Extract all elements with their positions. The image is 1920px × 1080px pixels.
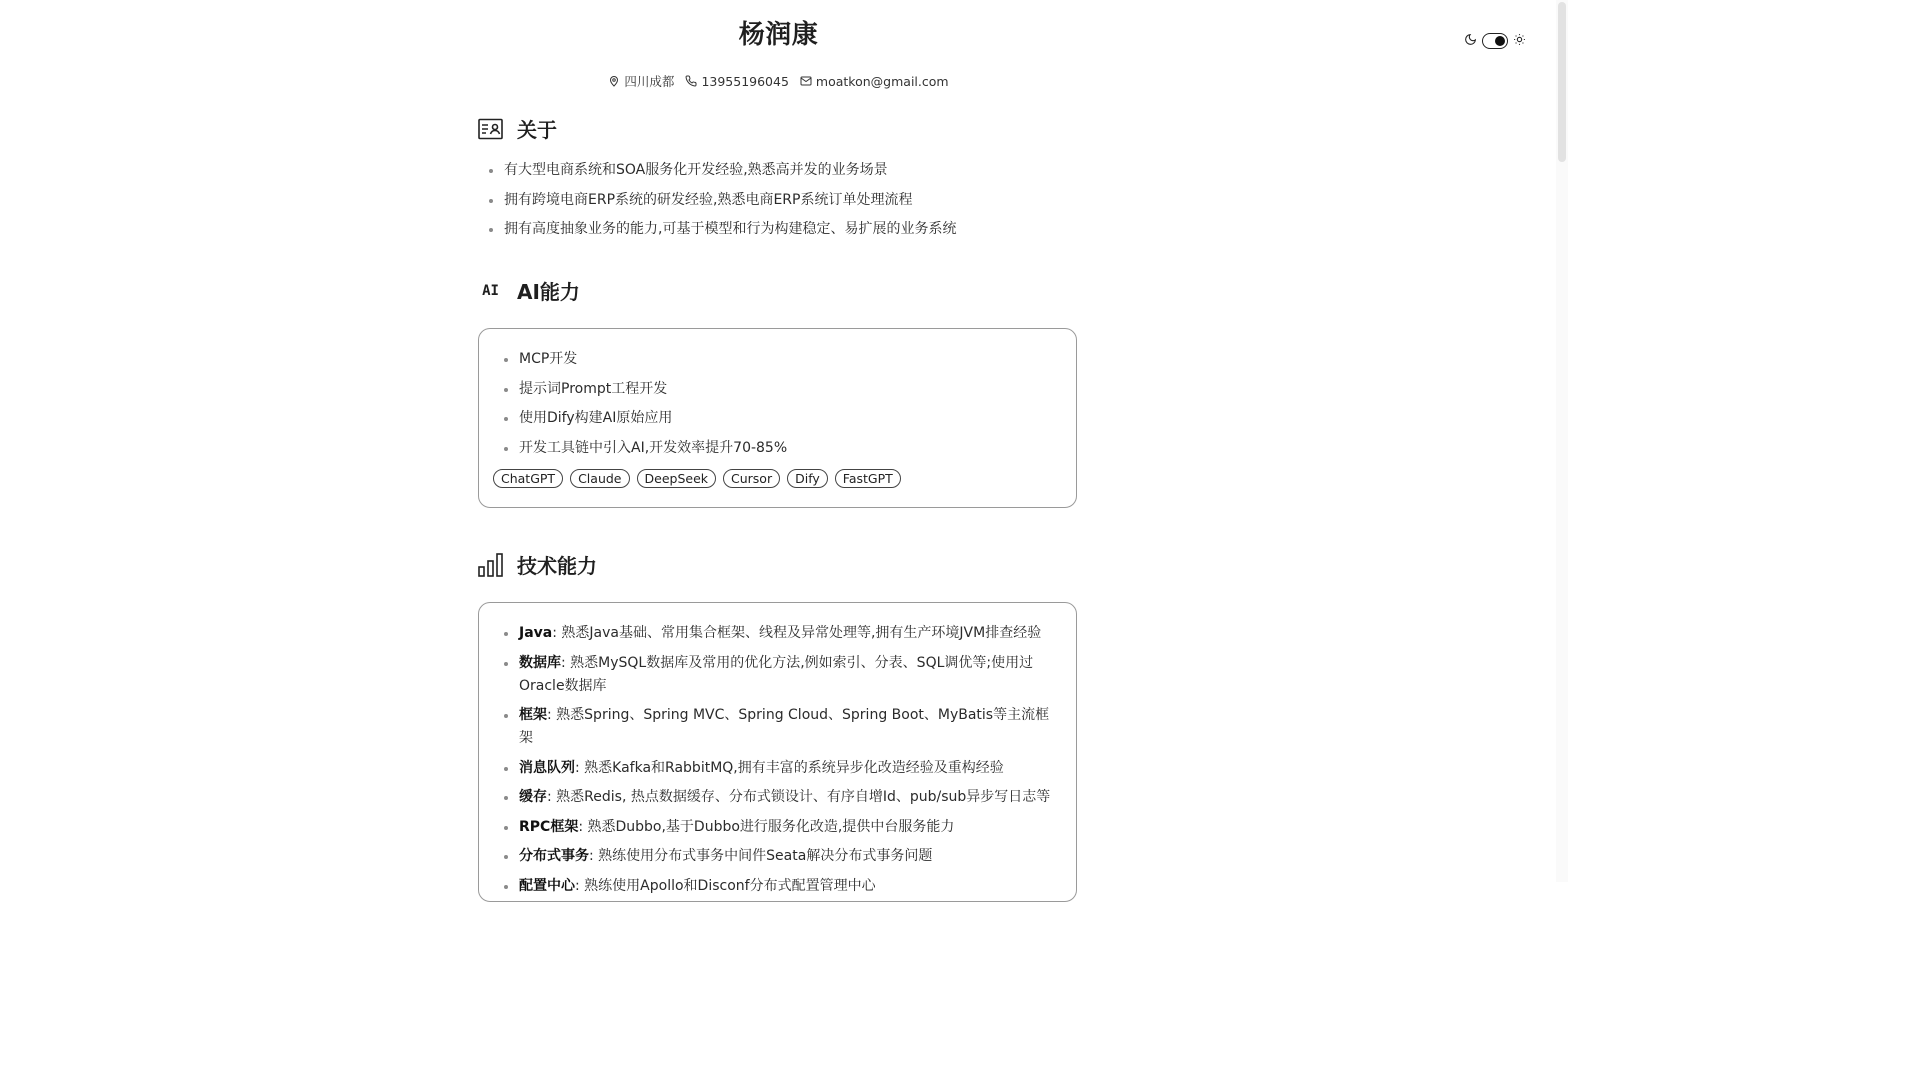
skill-label: RPC框架	[519, 818, 579, 835]
skill-text: : 熟悉Redis, 热点数据缓存、分布式锁设计、有序自增Id、pub/sub异步写日志等	[547, 789, 1051, 805]
tag-deepseek: DeepSeek	[637, 469, 717, 488]
list-item: • 拥有跨境电商ERP系统的研发经验,熟悉电商ERP系统订单处理流程	[503, 189, 1079, 212]
skill-text: : 熟悉Spring、Spring MVC、Spring Cloud、Spring Boot、MyBatis等主流框架	[519, 707, 1050, 746]
tag-cursor: Cursor	[723, 469, 780, 488]
tech-title: 技术能力	[517, 554, 597, 578]
tag-chatgpt: ChatGPT	[493, 469, 563, 488]
list-item	[518, 652, 1062, 698]
skill-label: 缓存	[519, 789, 547, 805]
ai-header	[478, 276, 580, 305]
skill-text: : 熟悉Dubbo,基于Dubbo进行服务化改造,提供中台服务能力	[578, 818, 955, 835]
phone-text[interactable]: 13955196045	[701, 73, 789, 89]
skill-label: Java	[519, 625, 553, 641]
ai-list	[493, 348, 1062, 460]
tag-fastgpt: FastGPT	[835, 469, 901, 488]
contact-bar	[478, 72, 1079, 90]
email[interactable]	[800, 74, 949, 89]
list-item	[518, 786, 1062, 809]
resume-name: 杨润康	[738, 20, 819, 50]
location-text: 四川成都	[624, 74, 675, 89]
skill-text: : 熟练使用Apollo和Disconf分布式配置管理中心	[575, 877, 876, 894]
switch-knob	[1495, 36, 1505, 46]
mail-icon	[800, 75, 812, 87]
ai-icon	[478, 278, 503, 303]
skill-text: : 熟悉Java基础、常用集合框架、线程及异常处理等,拥有生产环境JVM排查经验	[552, 625, 1042, 641]
list-item: • 拥有高度抽象业务的能力,可基于模型和行为构建稳定、易扩展的业务系统	[503, 218, 1079, 241]
skill-label: 消息队列	[519, 759, 575, 776]
id-card-icon	[478, 116, 503, 141]
scrollbar[interactable]	[1556, 0, 1568, 882]
list-item: • 提示词Prompt工程开发	[518, 378, 1062, 401]
sun-icon[interactable]	[1513, 31, 1526, 50]
phone-icon	[685, 75, 697, 87]
about-title: 关于	[517, 118, 557, 142]
skill-label: 配置中心	[519, 877, 575, 894]
tech-header	[478, 550, 597, 579]
skill-label: 框架	[519, 707, 547, 723]
skill-text: : 熟悉MySQL数据库及常用的优化方法,例如索引、分表、SQL调优等;使用过Oracle数据库	[519, 654, 1034, 694]
location-pin-icon	[608, 75, 620, 87]
scrollbar-thumb[interactable]	[1558, 2, 1566, 162]
list-item	[518, 816, 1062, 839]
tag-dify: Dify	[787, 469, 828, 488]
ai-card	[478, 328, 1077, 508]
list-item: • 使用Dify构建AI原始应用	[518, 407, 1062, 430]
tech-card	[478, 602, 1077, 902]
list-item	[518, 704, 1062, 750]
list-item: • 开发工具链中引入AI,开发效率提升70-85%	[518, 437, 1062, 460]
skill-label: 分布式事务	[519, 848, 589, 864]
ai-title: AI能力	[517, 280, 580, 304]
about-list	[478, 159, 1079, 241]
tag-claude: Claude	[570, 469, 629, 488]
list-item	[518, 757, 1062, 780]
theme-toggle[interactable]	[1464, 31, 1526, 50]
ai-icon-text: AI	[482, 282, 499, 299]
skill-text: : 熟悉Kafka和RabbitMQ,拥有丰富的系统异步化改造经验及重构经验	[575, 759, 1004, 776]
tech-list	[493, 622, 1062, 898]
phone[interactable]	[685, 74, 788, 89]
skill-label: 数据库	[519, 654, 561, 671]
list-item: • MCP开发	[518, 348, 1062, 371]
bar-chart-icon	[478, 552, 503, 577]
about-section	[478, 159, 1079, 248]
theme-switch[interactable]	[1482, 33, 1508, 49]
list-item	[518, 622, 1062, 645]
list-item: • 有大型电商系统和SOA服务化开发经验,熟悉高并发的业务场景	[503, 159, 1079, 182]
ai-tags	[493, 469, 1062, 488]
moon-icon[interactable]	[1464, 31, 1477, 50]
location	[608, 72, 674, 90]
list-item	[518, 845, 1062, 868]
skill-text: : 熟练使用分布式事务中间件Seata解决分布式事务问题	[589, 848, 933, 864]
about-header	[478, 114, 557, 143]
list-item	[518, 875, 1062, 898]
email-text[interactable]: moatkon@gmail.com	[815, 73, 949, 89]
